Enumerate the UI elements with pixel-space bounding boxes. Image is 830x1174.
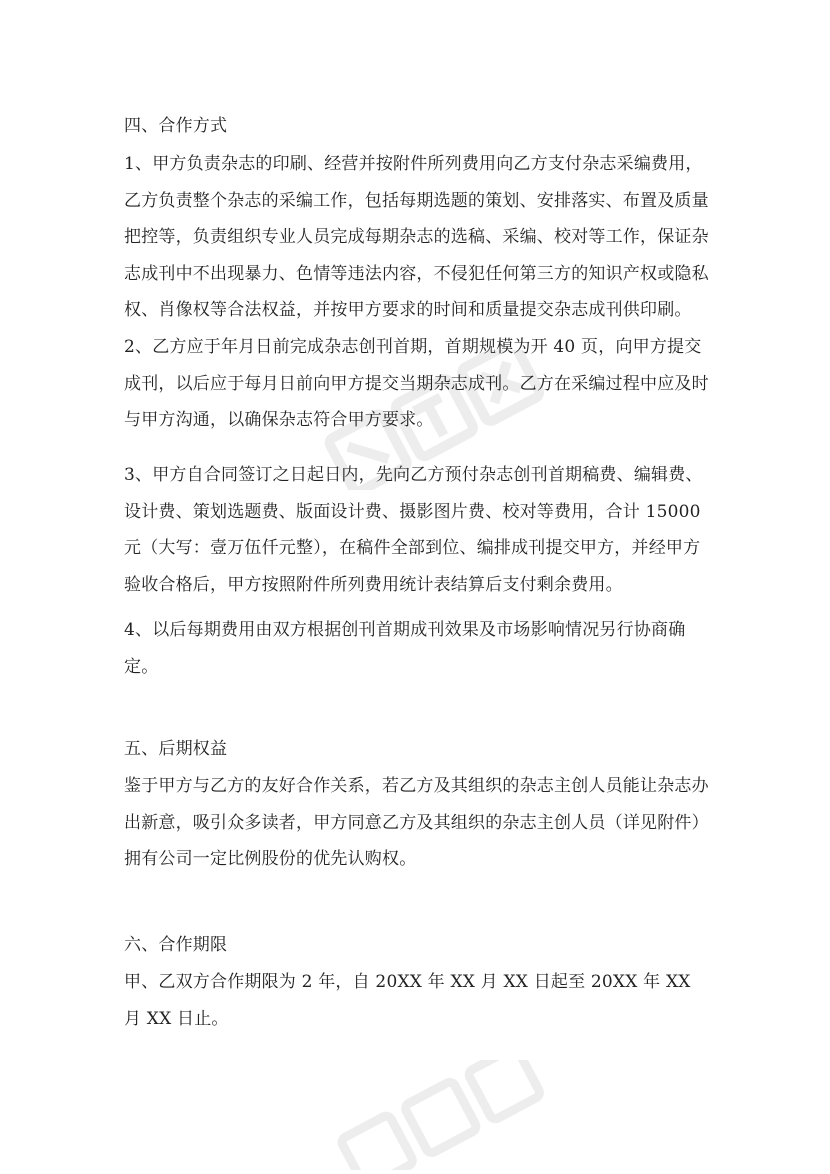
- clause-4-3: 3、甲方自合同签订之日起日内，先向乙方预付杂志创刊首期稿费、编辑费、设计费、策划选题费、版面设计费、摄影图片费、校对等费用，合计 15000 元（大写：壹万伍仟元整），在稿件全部到位、编排成刊提交甲方，并经甲方验收合格后，甲方按照附件所列费用统计表结算后支付剩余费用。: [124, 465, 703, 595]
- clause-6-1: 甲、乙双方合作期限为 2 年，自 20XX 年 XX 月 XX 日起至 20XX 年 XX 月 XX 日止。: [124, 972, 691, 1029]
- clause-4-2: 2、乙方应于年月日前完成杂志创刊首期，首期规模为开 40 页，向甲方提交成刊，以后应于每月日前向甲方提交当期杂志成刊。乙方在采编过程中应及时与甲方沟通，以确保杂志符合甲方要求。: [124, 337, 709, 430]
- section-heading-cooperation-term: 六、合作期限: [124, 935, 228, 955]
- section-heading-later-rights: 五、后期权益: [124, 739, 228, 759]
- clause-4-4: 4、以后每期费用由双方根据创刊首期成刊效果及市场影响情况另行协商确定。: [124, 620, 686, 677]
- clause-4-1: 1、甲方负责杂志的印刷、经营并按附件所列费用向乙方支付杂志采编费用，乙方负责整个杂志的采编工作，包括每期选题的策划、安排落实、布置及质量把控等，负责组织专业人员完成每期杂志的选稿、采编、校对等工作，保证杂志成刊中不出现暴力、色情等违法内容，不侵犯任何第三方的知识产权或隐私权、肖像权等合法权益，并按甲方要求的时间和质量提交杂志成刊供印刷。: [124, 154, 709, 320]
- watermark-graphic-bottom: [320, 1060, 560, 1170]
- section-heading-cooperation-method: 四、合作方式: [124, 116, 228, 136]
- clause-5-1: 鉴于甲方与乙方的友好合作关系，若乙方及其组织的杂志主创人员能让杂志办出新意，吸引众多读者，甲方同意乙方及其组织的杂志主创人员（详见附件）拥有公司一定比例股份的优先认购权。: [124, 776, 709, 869]
